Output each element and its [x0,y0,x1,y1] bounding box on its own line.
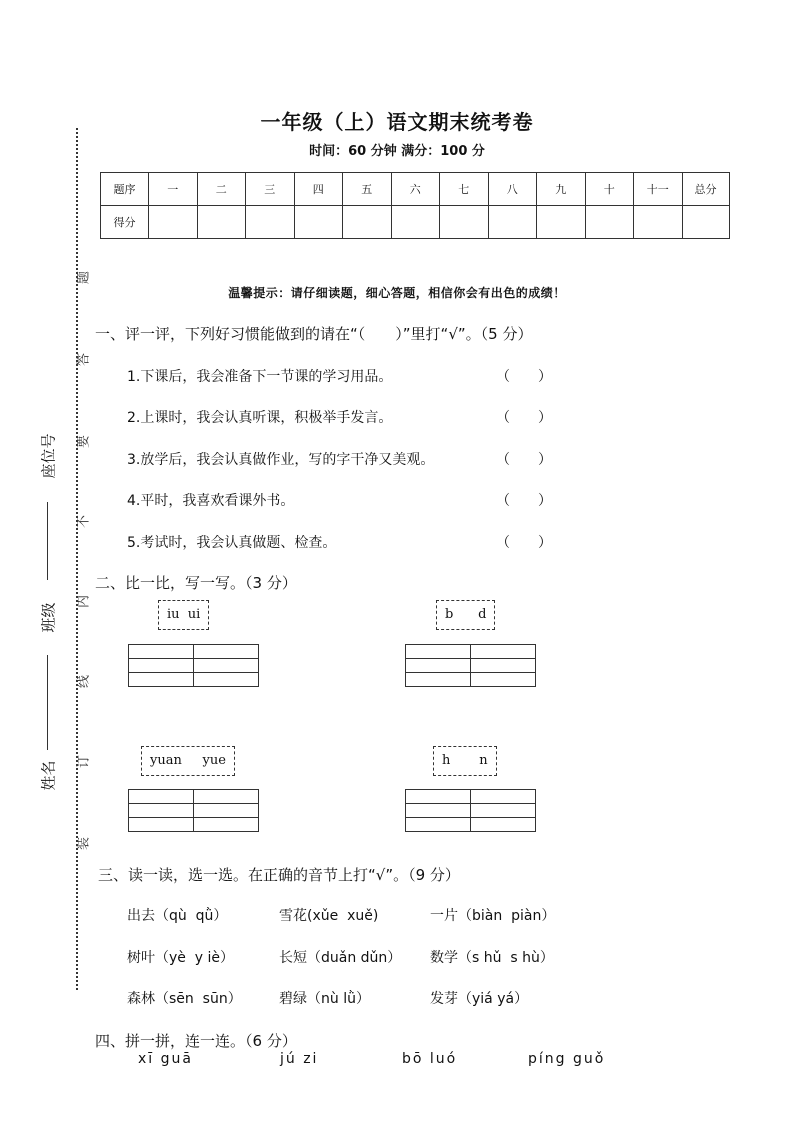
score-header-cell: 三 [246,173,295,206]
score-table-score-row [101,206,730,239]
pinyin-word[interactable]: píng guǒ [528,1051,606,1067]
seal-char-8: 装 [76,837,92,851]
seal-char-4: 不 [76,515,92,529]
pinyin-choice[interactable]: 雪花(xǔe xuě) [279,908,379,924]
seal-char-1: 题 [76,271,92,285]
score-cell[interactable] [440,206,489,239]
writing-grid[interactable] [405,644,536,687]
seal-char-2: 答 [76,353,92,367]
score-cell[interactable] [488,206,537,239]
seal-char-7: 订 [76,755,92,769]
score-cell[interactable] [197,206,246,239]
score-cell[interactable] [537,206,586,239]
section1-answer-paren[interactable]: （ ） [496,493,552,509]
score-header-cell: 九 [537,173,586,206]
class-blank[interactable] [47,655,49,750]
pinyin-word[interactable]: jú zi [280,1051,319,1067]
score-header-cell: 五 [343,173,392,206]
seat-blank[interactable] [47,502,49,580]
writing-grid[interactable] [128,789,259,832]
pinyin-choice[interactable]: 树叶（yè y iè） [127,950,235,966]
binding-dotted-line [76,128,78,990]
score-header-cell: 一 [149,173,198,206]
score-header-cell: 二 [197,173,246,206]
seal-char-6: 线 [76,675,92,689]
score-header-cell: 十一 [634,173,683,206]
section2-heading: 二、比一比，写一写。（3 分） [95,574,297,592]
section3-heading: 三、读一读，选一选。在正确的音节上打“√”。（9 分） [98,866,460,884]
pinyin-choice[interactable]: 数学（s hǔ s hù） [430,950,554,966]
section1-item: 1.下课后，我会准备下一节课的学习用品。 [127,369,393,385]
section4-heading: 四、拼一拼，连一连。（6 分） [95,1032,297,1050]
writing-grid[interactable] [405,789,536,832]
score-table [100,172,730,239]
seat-label: 座位号 [39,433,58,479]
score-header-cell: 四 [294,173,343,206]
score-cell[interactable] [391,206,440,239]
pinyin-choice[interactable]: 长短（duǎn dǔn） [279,950,402,966]
score-cell[interactable] [246,206,295,239]
section1-item: 3.放学后，我会认真做作业，写的字干净又美观。 [127,452,435,468]
section1-item: 5.考试时，我会认真做题、检查。 [127,535,337,551]
pinyin-word[interactable]: bō luó [402,1051,458,1067]
section1-answer-paren[interactable]: （ ） [496,410,552,426]
score-header-cell: 总分 [682,173,729,206]
score-header-cell: 十 [585,173,634,206]
score-cell[interactable] [585,206,634,239]
score-header-cell: 题序 [101,173,149,206]
score-header-cell: 七 [440,173,489,206]
score-cell[interactable] [149,206,198,239]
seal-char-5: 内 [76,595,92,609]
score-cell[interactable] [343,206,392,239]
compare-box: iu ui [158,600,209,630]
score-header-cell: 六 [391,173,440,206]
tip-text: 温馨提示：请仔细读题，细心答题，相信你会有出色的成绩！ [228,286,566,300]
score-header-cell: 八 [488,173,537,206]
pinyin-choice[interactable]: 一片（biàn piàn） [430,908,556,924]
seal-char-3: 要 [76,435,92,449]
pinyin-choice[interactable]: 森林（sēn sūn） [127,991,242,1007]
exam-info: 时间：60 分钟 满分：100 分 [309,144,485,159]
section1-item: 2.上课时，我会认真听课，积极举手发言。 [127,410,393,426]
pinyin-choice[interactable]: 碧绿（nù lǜ） [279,991,370,1007]
pinyin-choice[interactable]: 发芽（yiá yá） [430,991,529,1007]
section1-answer-paren[interactable]: （ ） [496,369,552,385]
compare-box: yuan yue [141,746,235,776]
score-row-label: 得分 [101,206,149,239]
score-cell[interactable] [294,206,343,239]
section1-item: 4.平时，我喜欢看课外书。 [127,493,295,509]
section1-heading: 一、评一评，下列好习惯能做到的请在“（ ）”里打“√”。（5 分） [95,325,533,343]
score-cell[interactable] [634,206,683,239]
section1-answer-paren[interactable]: （ ） [496,535,552,551]
writing-grid[interactable] [128,644,259,687]
page-title: 一年级（上）语文期末统考卷 [260,110,534,134]
score-cell[interactable] [682,206,729,239]
section1-answer-paren[interactable]: （ ） [496,452,552,468]
class-label: 班级 [39,602,58,633]
name-label: 姓名 [39,760,58,791]
compare-box: h n [433,746,497,776]
pinyin-word[interactable]: xī guā [138,1051,193,1067]
pinyin-choice[interactable]: 出去（qù qǜ） [127,908,228,924]
score-table-header-row [101,173,730,206]
compare-box: b d [436,600,495,630]
